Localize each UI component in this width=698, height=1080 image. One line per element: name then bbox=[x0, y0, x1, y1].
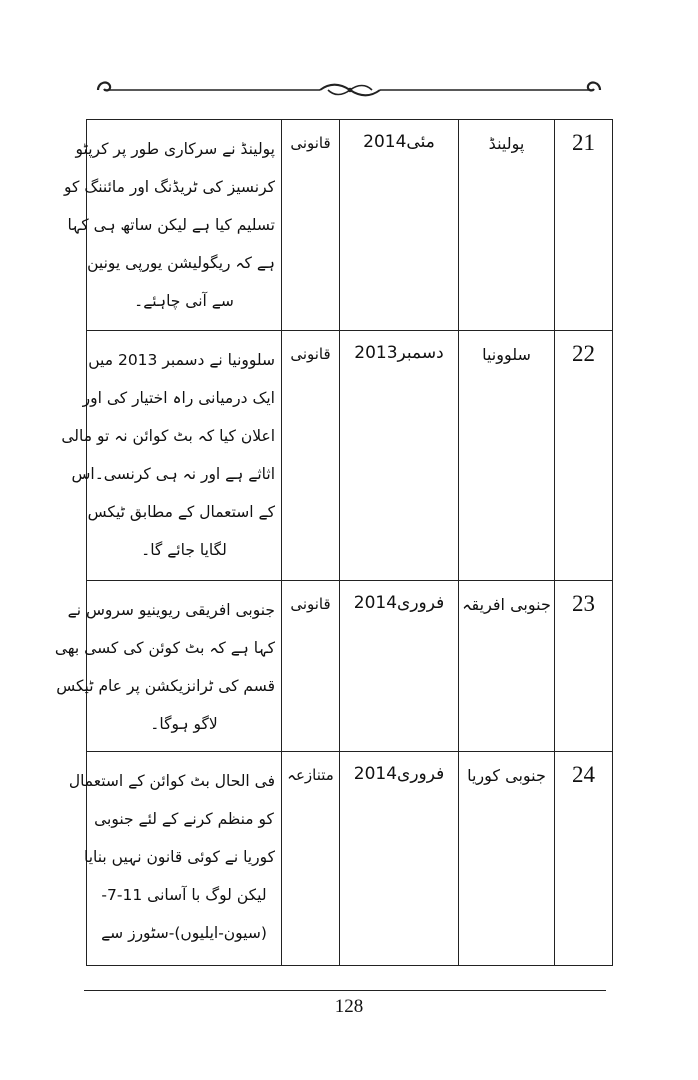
description-line: پولینڈ نے سرکاری طور پر کرپٹو bbox=[75, 140, 275, 158]
description-line: فی الحال بٹ کوائن کے استعمال bbox=[68, 772, 275, 790]
row-number: 21 bbox=[555, 120, 613, 331]
country-name: جنوبی کوریا bbox=[459, 752, 555, 966]
description-line: کہا ہے کہ بٹ کوئن کی کسی بھی bbox=[54, 639, 275, 657]
table-row bbox=[87, 331, 613, 581]
legal-status: متنازعہ bbox=[282, 752, 340, 966]
description-line: ہے کہ ریگولیشن یورپی یونین bbox=[87, 254, 275, 272]
header-ornament bbox=[84, 72, 614, 108]
crypto-regulation-table bbox=[54, 119, 613, 966]
description-line: سے آنی چاہئے۔ bbox=[134, 292, 234, 310]
description-line: کو منظم کرنے کے لئے جنوبی bbox=[94, 810, 274, 828]
description-line: اعلان کیا کہ بٹ کوائن نہ تو مالی bbox=[61, 427, 275, 445]
description-line: لاگو ہوگا۔ bbox=[150, 715, 218, 733]
footer-rule bbox=[84, 990, 606, 991]
description-line: تسلیم کیا ہے لیکن ساتھ ہی کہا bbox=[67, 216, 275, 234]
country-name: پولینڈ bbox=[459, 120, 555, 331]
date-cell: دسمبر2013 bbox=[340, 331, 459, 581]
date-cell: مئی2014 bbox=[340, 120, 459, 331]
date-cell: فروری2014 bbox=[340, 581, 459, 752]
legal-status: قانونی bbox=[282, 120, 340, 331]
table-row bbox=[87, 581, 613, 752]
description-line: لیکن لوگ با آسانی 11-7- bbox=[101, 886, 267, 904]
description-line: جنوبی افریقی ریوینیو سروس نے bbox=[67, 601, 275, 619]
country-name: سلوونیا bbox=[459, 331, 555, 581]
description-line: کوریا نے کوئی قانون نہیں بنایا bbox=[83, 848, 275, 866]
row-number: 22 bbox=[555, 331, 613, 581]
legal-status: قانونی bbox=[282, 331, 340, 581]
date-cell: فروری2014 bbox=[340, 752, 459, 966]
table-row bbox=[87, 120, 613, 331]
row-number: 24 bbox=[555, 752, 613, 966]
legal-status: قانونی bbox=[282, 581, 340, 752]
description-cell bbox=[61, 331, 282, 581]
description-line: لگایا جائے گا۔ bbox=[141, 541, 227, 559]
page-number: 128 bbox=[334, 996, 364, 1017]
description-line: کے استعمال کے مطابق ٹیکس bbox=[87, 503, 275, 521]
description-cell bbox=[64, 120, 282, 331]
description-line: ایک درمیانی راہ اختیار کی اور bbox=[82, 389, 275, 407]
description-cell bbox=[54, 581, 282, 752]
description-line: کرنسیز کی ٹریڈنگ اور مائننگ کو bbox=[64, 178, 275, 196]
description-line: (سیون-ایلیوں)-سٹورز سے bbox=[101, 924, 267, 942]
description-cell bbox=[68, 752, 282, 966]
description-line: اثاثے ہے اور نہ ہی کرنسی۔اس bbox=[71, 465, 275, 483]
country-name: جنوبی افریقہ bbox=[459, 581, 555, 752]
table-row bbox=[87, 752, 613, 966]
description-line: سلوونیا نے دسمبر 2013 میں bbox=[88, 351, 275, 369]
row-number: 23 bbox=[555, 581, 613, 752]
description-line: قسم کی ٹرانزیکشن پر عام ٹیکس bbox=[56, 677, 275, 695]
